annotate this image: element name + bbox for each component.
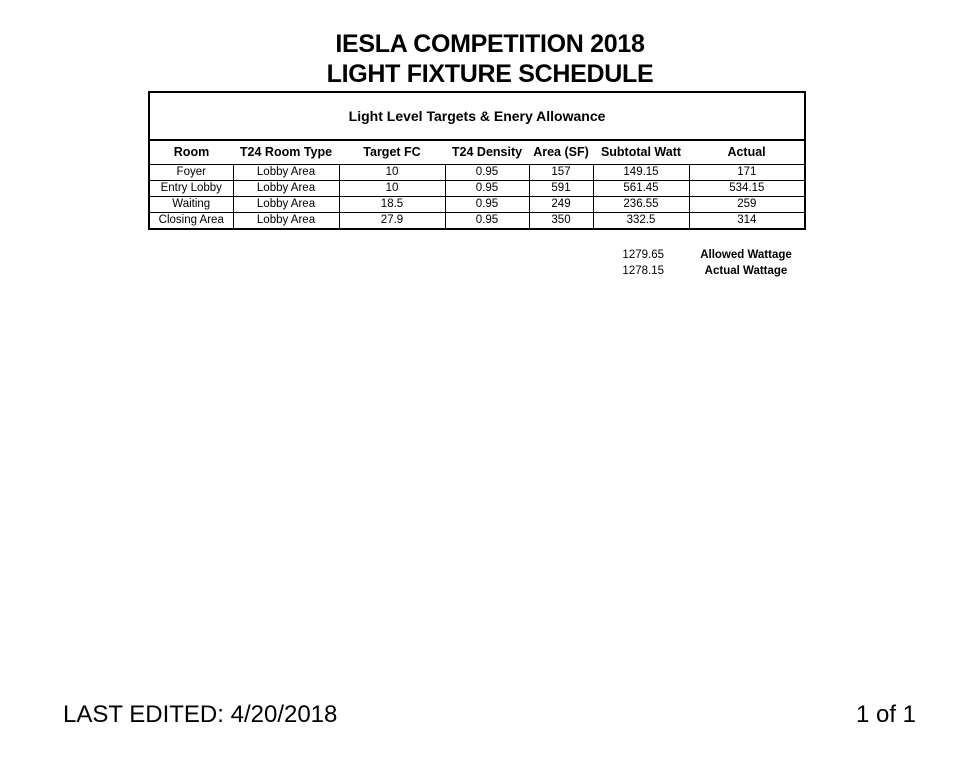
wattage-totals-labels	[690, 247, 802, 279]
table-header-row	[149, 140, 805, 165]
allowed-wattage-label: Allowed Wattage	[700, 249, 792, 261]
cell-density: 0.95	[445, 197, 529, 213]
cell-room: Waiting	[149, 197, 233, 213]
column-header-actual: Actual	[689, 140, 805, 165]
last-edited-date: LAST EDITED: 4/20/2018	[63, 701, 338, 728]
cell-density: 0.95	[445, 181, 529, 197]
column-header-room-type: T24 Room Type	[233, 140, 339, 165]
cell-room-type: Lobby Area	[233, 165, 339, 181]
light-fixture-schedule-table	[148, 91, 806, 230]
cell-room: Closing Area	[149, 213, 233, 230]
cell-room: Foyer	[149, 165, 233, 181]
cell-room-type: Lobby Area	[233, 181, 339, 197]
table-row	[149, 213, 805, 230]
column-header-target-fc: Target FC	[339, 140, 445, 165]
cell-room-type: Lobby Area	[233, 197, 339, 213]
table-caption-row	[149, 92, 805, 140]
column-header-room: Room	[149, 140, 233, 165]
cell-subtotal-watt: 236.55	[593, 197, 689, 213]
cell-target-fc: 27.9	[339, 213, 445, 230]
cell-target-fc: 10	[339, 165, 445, 181]
table-row	[149, 181, 805, 197]
cell-area: 350	[529, 213, 593, 230]
cell-subtotal-watt: 149.15	[593, 165, 689, 181]
cell-subtotal-watt: 332.5	[593, 213, 689, 230]
cell-actual: 314	[689, 213, 805, 230]
column-header-density: T24 Density	[445, 140, 529, 165]
cell-area: 249	[529, 197, 593, 213]
table-row	[149, 197, 805, 213]
page-title: IESLA COMPETITION 2018	[335, 30, 645, 58]
table-caption: Light Level Targets & Enery Allowance	[149, 92, 805, 140]
cell-actual: 534.15	[689, 181, 805, 197]
actual-wattage-label: Actual Wattage	[704, 265, 788, 277]
cell-room-type: Lobby Area	[233, 213, 339, 230]
cell-target-fc: 18.5	[339, 197, 445, 213]
column-header-subtotal-watt: Subtotal Watt	[593, 140, 689, 165]
allowed-wattage-value: 1279.65	[622, 249, 664, 261]
cell-area: 157	[529, 165, 593, 181]
page-number: 1 of 1	[855, 701, 916, 728]
cell-subtotal-watt: 561.45	[593, 181, 689, 197]
cell-actual: 171	[689, 165, 805, 181]
cell-room: Entry Lobby	[149, 181, 233, 197]
cell-area: 591	[529, 181, 593, 197]
actual-wattage-value: 1278.15	[622, 265, 664, 277]
table-row	[149, 165, 805, 181]
cell-density: 0.95	[445, 165, 529, 181]
wattage-totals-values	[600, 247, 664, 279]
cell-density: 0.95	[445, 213, 529, 230]
cell-target-fc: 10	[339, 181, 445, 197]
cell-actual: 259	[689, 197, 805, 213]
column-header-area: Area (SF)	[529, 140, 593, 165]
page-subtitle: LIGHT FIXTURE SCHEDULE	[326, 60, 654, 88]
